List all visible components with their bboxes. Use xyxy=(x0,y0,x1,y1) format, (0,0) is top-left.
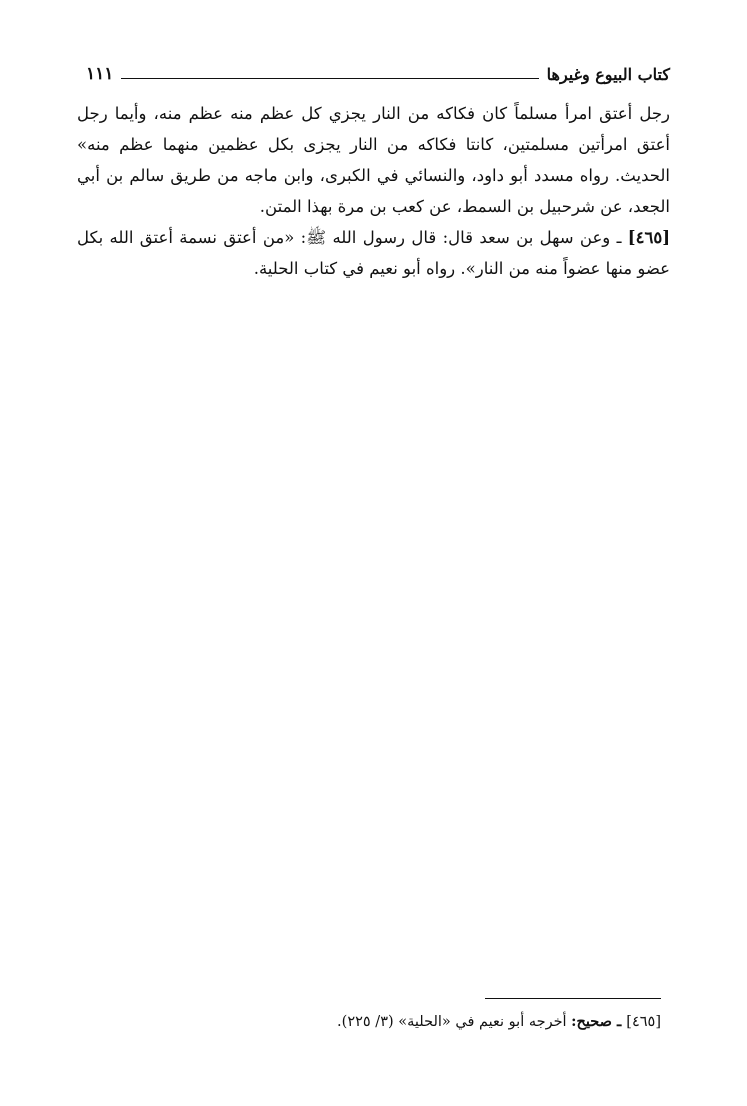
header-rule xyxy=(121,78,538,79)
running-header xyxy=(86,62,670,86)
footnote-number: [٤٦٥] xyxy=(626,1014,661,1030)
page-number: ١١١ xyxy=(86,64,114,84)
hadith-entry xyxy=(77,222,670,284)
footnote-text: أخرجه أبو نعيم في «الحلية» (٣/ ٢٢٥). xyxy=(337,1014,572,1030)
hadith-text: ـ وعن سهل بن سعد قال: قال رسول الله ﷺ: «من أعتق نسمة أعتق الله بكل عضو منها عضواً منه من النار». رواه أبو نعيم في كتاب الحلية. xyxy=(77,228,670,278)
footnote-grade: ـ صحيح: xyxy=(571,1013,627,1030)
footnote xyxy=(77,1010,661,1034)
paragraph-continuation: رجل أعتق امرأ مسلماً كان فكاكه من النار يجزي كل عظم منه عظم منه، وأيما رجل أعتق امرأتين مسلمتين، كانتا فكاكه من النار يجزى بكل عظمين منهما عظم منه» الحديث. رواه مسدد أبو داود، والنسائي في الكبرى، وابن ماجه من طريق سالم بن أبي الجعد، عن شرحبيل بن السمط، عن كعب بن مرة بهذا المتن. xyxy=(77,104,670,216)
hadith-number: [٤٦٥] xyxy=(627,228,670,247)
chapter-title: كتاب البيوع وغيرها xyxy=(546,64,670,84)
footnote-separator xyxy=(485,998,661,999)
main-text xyxy=(77,98,670,284)
